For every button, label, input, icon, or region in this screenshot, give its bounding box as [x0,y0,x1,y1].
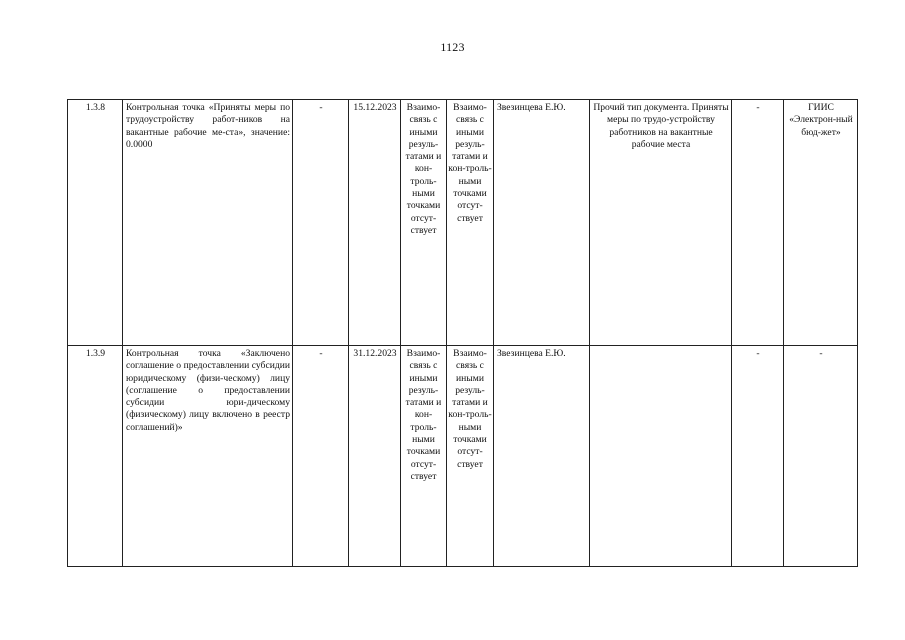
row-description: Контрольная точка «Приняты меры по трудоустройству работ-ников на вакантные рабочие ме-ста», значение: 0.0000 [123,100,293,346]
row-col9: - [732,346,784,567]
row-col3: - [293,346,349,567]
row-link-results: Взаимо-связь с иными резуль-татами и кон-троль-ными точками отсут-ствует [401,346,447,567]
row-date: 31.12.2023 [349,346,401,567]
control-points-table [67,99,858,567]
row-number: 1.3.8 [68,100,123,346]
row-link-results: Взаимо-связь с иными резуль-татами и кон-троль-ными точками отсут-ствует [401,100,447,346]
row-responsible: Звезинцева Е.Ю. [494,100,590,346]
row-document: Прочий тип документа. Приняты меры по трудо-устройству работников на вакантные рабочие места [590,100,732,346]
row-responsible: Звезинцева Е.Ю. [494,346,590,567]
table-row [68,100,858,346]
row-number: 1.3.9 [68,346,123,567]
row-document [590,346,732,567]
row-system: - [784,346,858,567]
row-col9: - [732,100,784,346]
row-system: ГИИС «Электрон-ный бюд-жет» [784,100,858,346]
row-date: 15.12.2023 [349,100,401,346]
page-number: 1123 [440,40,465,54]
row-description: Контрольная точка «Заключено соглашение о предоставлении субсидии юридическому (физи-ческому) лицу (соглашение о предоставлении субсидии юри-дическому (физическому) лицу включено в реестр соглашений)» [123,346,293,567]
row-link-points: Взаимо-связь с иными резуль-татами и кон-троль-ными точками отсут-ствует [447,346,494,567]
row-link-points: Взаимо-связь с иными резуль-татами и кон-троль-ными точками отсут-ствует [447,100,494,346]
row-col3: - [293,100,349,346]
table-row [68,346,858,567]
